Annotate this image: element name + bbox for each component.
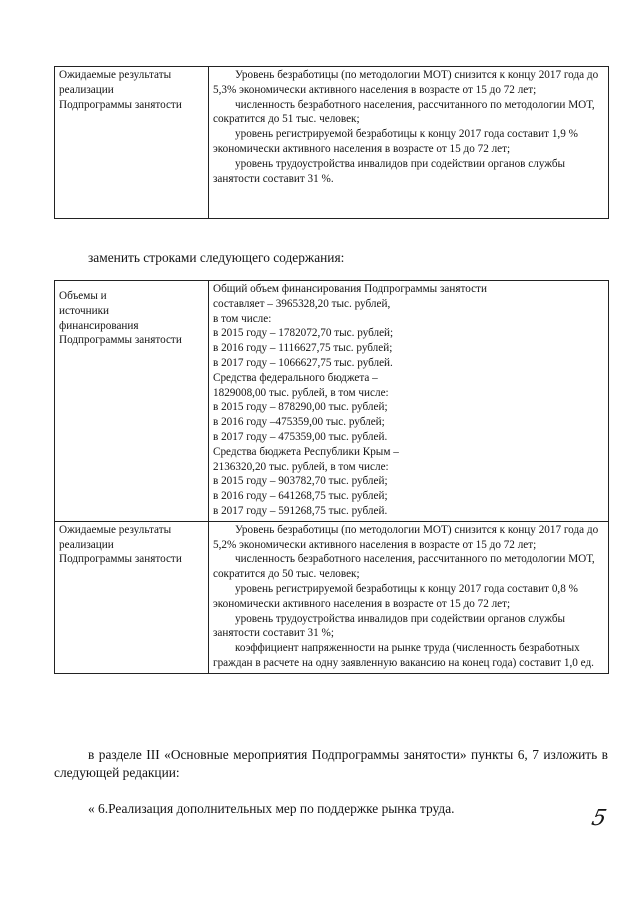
financing-line: в 2017 году – 475359,00 тыс. рублей. [213,430,388,443]
new-rows-table [54,280,609,674]
replace-instruction: заменить строками следующего содержания: [88,250,345,265]
row-content-cell [209,281,609,522]
financing-line: 1829008,00 тыс. рублей, в том числе: [213,386,389,399]
table-row [55,281,609,522]
results-paragraph: уровень трудоустройства инвалидов при содействии органов службы занятости составит 31 %. [213,157,566,185]
financing-line: 2136320,20 тыс. рублей, в том числе: [213,460,389,473]
row-content-cell [209,67,609,219]
financing-line: в 2017 году – 1066627,75 тыс. рублей. [213,356,393,369]
financing-label: Объемы и источники финансирования Подпрограммы занятости [59,290,182,347]
financing-line: Общий объем финансирования Подпрограммы занятости [213,283,487,295]
results-paragraph: уровень трудоустройства инвалидов при содействии органов службы занятости составит 31 %; [213,612,566,640]
old-results-table [54,66,609,219]
financing-line: Средства федерального бюджета – [213,371,378,384]
financing-line: в 2017 году – 591268,75 тыс. рублей. [213,504,388,517]
results-paragraph: уровень регистрируемой безработицы к концу 2017 года составит 1,9 % экономически активного населения в возрасте от 15 до 72 лет; [213,128,578,155]
row-label-cell [55,521,209,673]
item-6-heading: « 6.Реализация дополнительных мер по поддержке рынка труда. [88,801,455,816]
expected-results-label: Ожидаемые результаты реализации Подпрограммы занятости [59,69,182,111]
financing-line: в том числе: [213,312,272,325]
expected-results-label: Ожидаемые результаты реализации Подпрограммы занятости [59,523,182,566]
results-paragraph: численность безработного населения, рассчитанного по методологии МОТ, сократится до 51 тыс. человек; [213,98,595,126]
financing-line: в 2016 году –475359,00 тыс. рублей; [213,416,385,429]
results-paragraph: коэффициент напряженности на рынке труда (численность безработных граждан в расчете на одну заявленную вакансию на конец года) составит 1,0 ед. [213,642,594,669]
financing-line: составляет – 3965328,20 тыс. рублей, [213,297,391,310]
row-label-cell [55,67,209,219]
financing-line: Средства бюджета Республики Крым – [213,445,399,458]
financing-line: в 2016 году – 1116627,75 тыс. рублей; [213,342,393,355]
table-row [55,67,609,219]
table-row [55,521,609,673]
financing-line: в 2015 году – 1782072,70 тыс. рублей; [213,327,394,340]
row-label-cell [55,281,209,522]
financing-line: в 2015 году – 903782,70 тыс. рублей; [213,475,388,488]
financing-line: в 2016 году – 641268,75 тыс. рублей; [213,490,388,503]
results-paragraph: Уровень безработицы (по методологии МОТ) снизится к концу 2017 года до 5,3% экономически активного населения в возрасте от 15 до 72 лет; [213,69,599,96]
page-number: 5 [589,806,609,831]
row-content-cell [209,521,609,673]
financing-line: в 2015 году – 878290,00 тыс. рублей; [213,401,388,414]
section-instruction: в разделе III «Основные мероприятия Подпрограммы занятости» пункты 6, 7 изложить в следующей редакции: [54,747,608,780]
results-paragraph: Уровень безработицы (по методологии МОТ) снизится к концу 2017 года до 5,2% экономически активного населения в возрасте от 15 до 72 лет; [213,523,599,551]
results-paragraph: уровень регистрируемой безработицы к концу 2017 года составит 0,8 % экономически активного населения в возрасте от 15 до 72 лет; [213,582,578,610]
results-paragraph: численность безработного населения, рассчитанного по методологии МОТ, сократится до 50 тыс. человек; [213,553,595,581]
